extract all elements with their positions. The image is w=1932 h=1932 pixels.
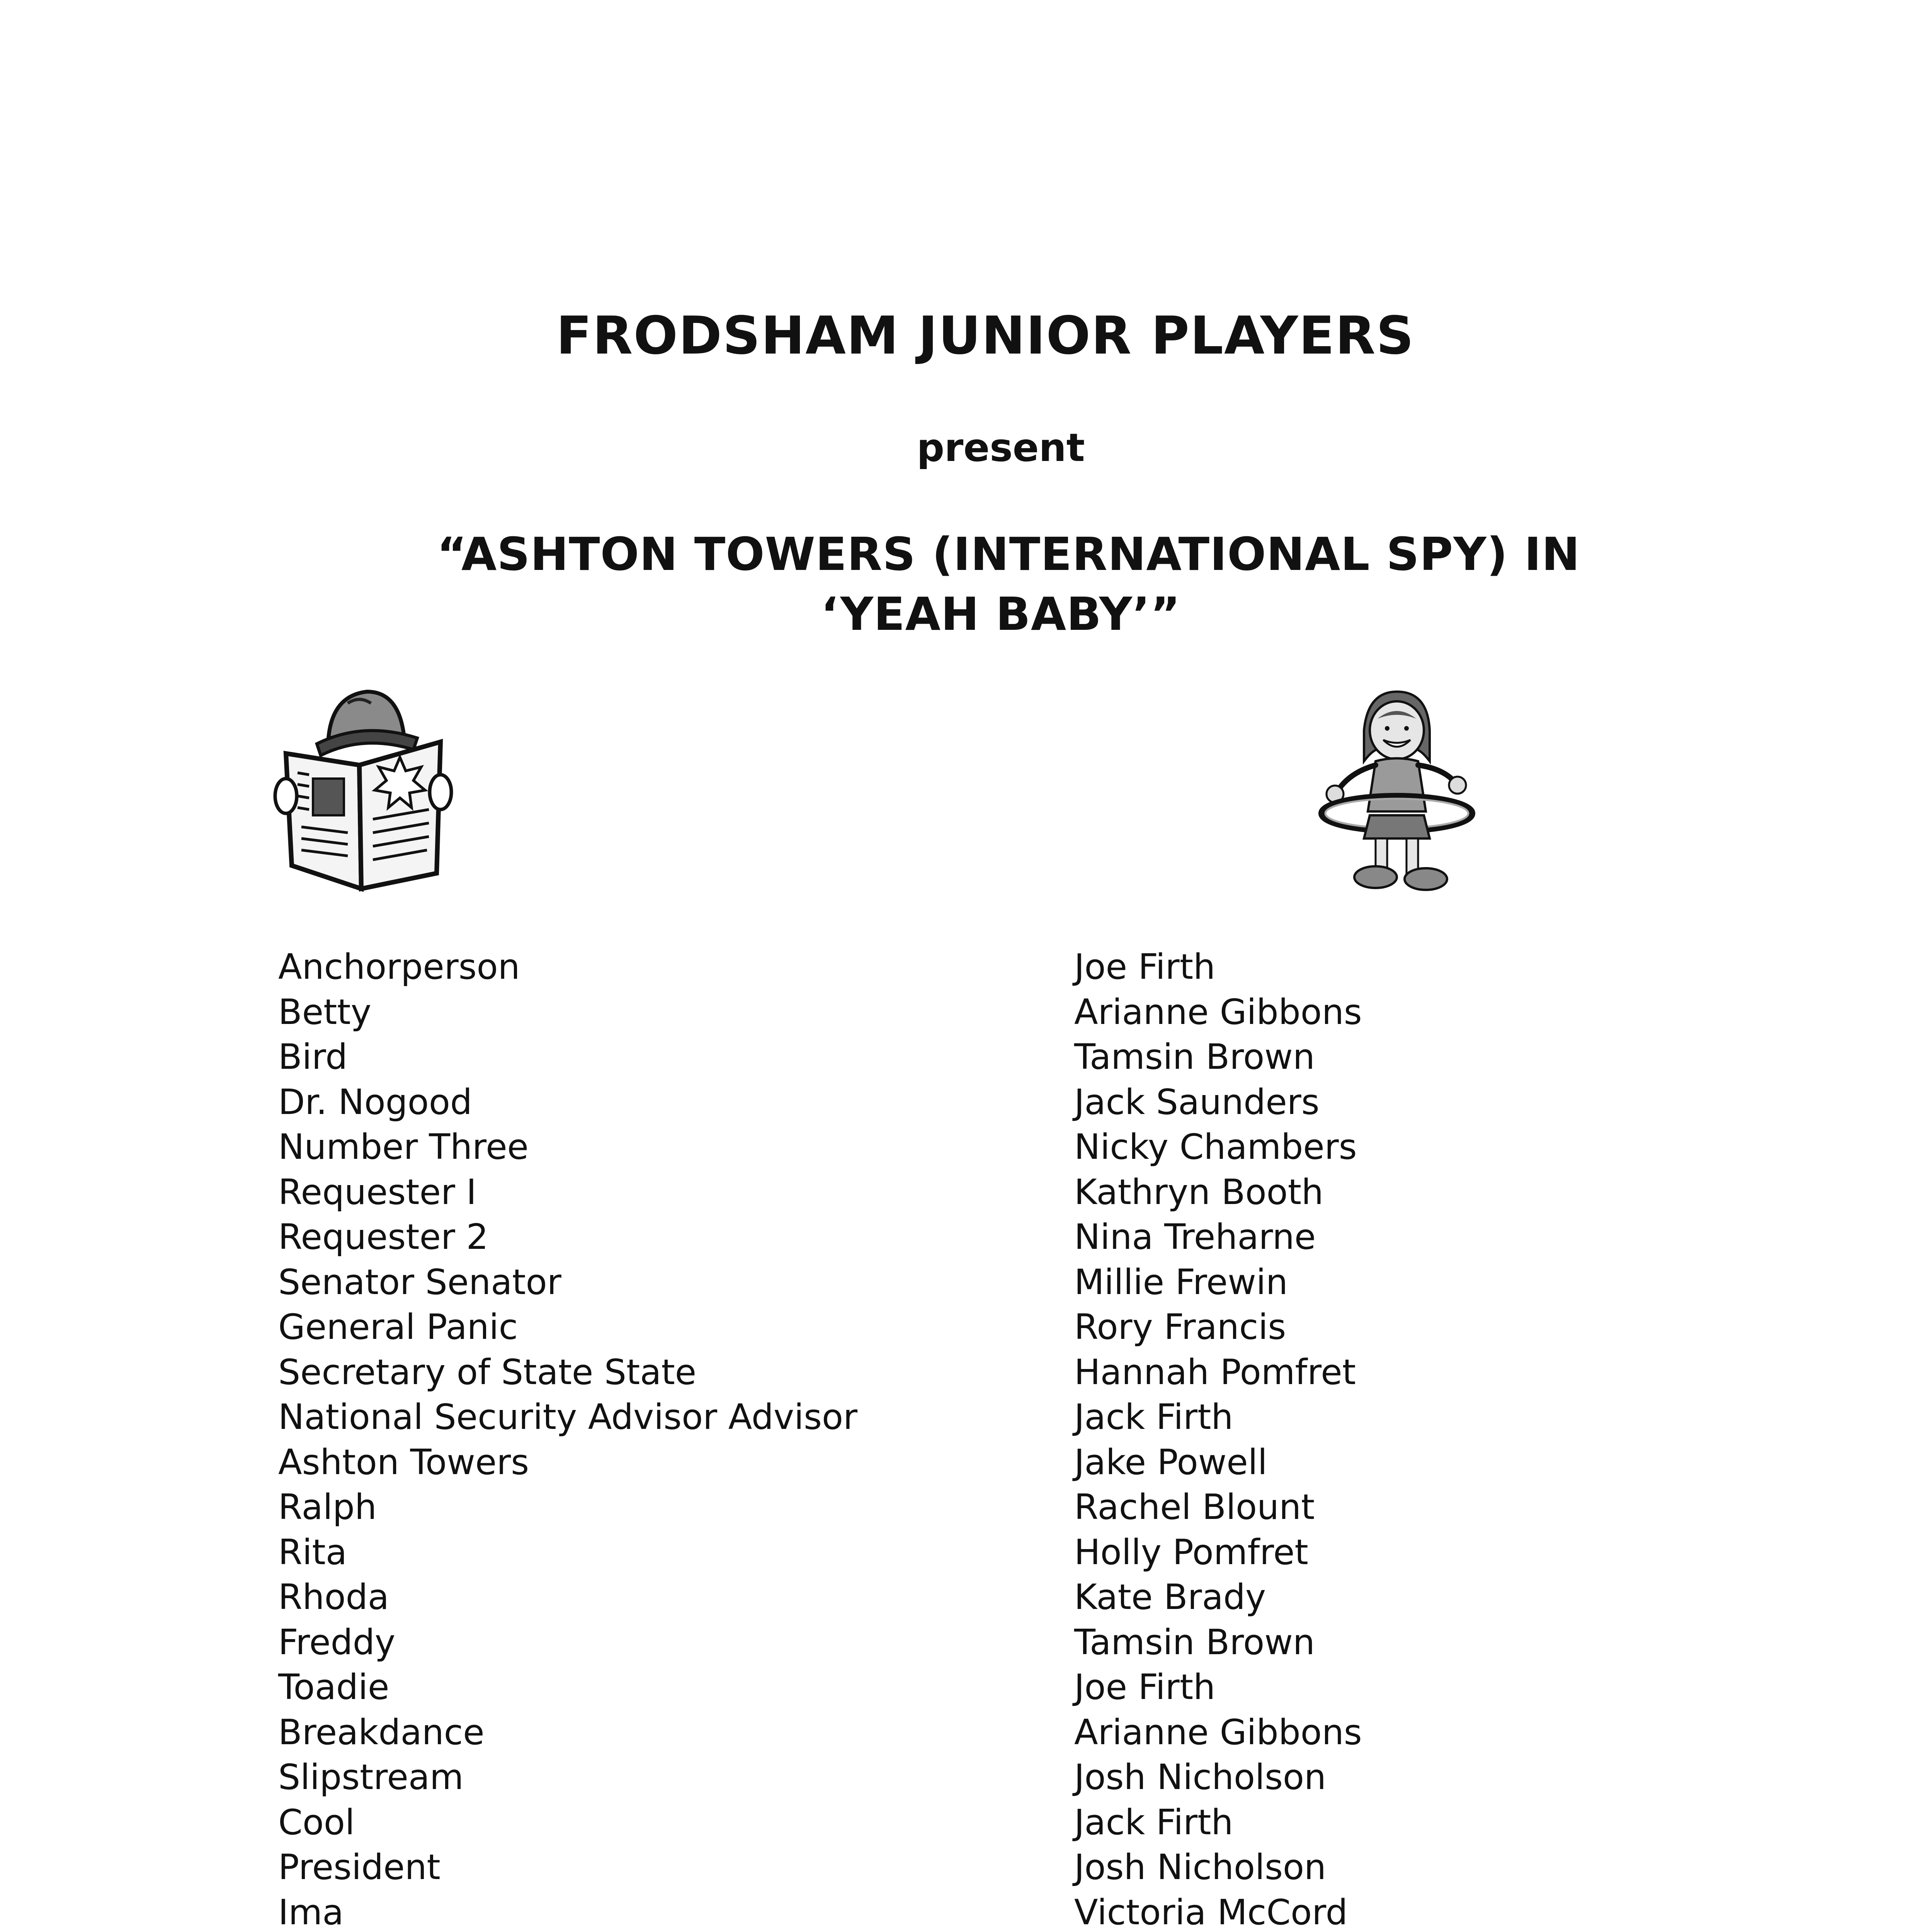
cast-actor: Nicky Chambers <box>1074 1127 1357 1167</box>
cast-role: Requester 2 <box>278 1217 488 1257</box>
newspaper-reader-clipart <box>270 680 456 896</box>
cast-role: President <box>278 1847 440 1888</box>
cast-role: Rita <box>278 1532 347 1573</box>
cast-role: Rhoda <box>278 1577 389 1617</box>
cast-actor: Arianne Gibbons <box>1074 1712 1362 1753</box>
cast-role: Senator Senator <box>278 1262 561 1303</box>
cast-actor: Jack Firth <box>1074 1397 1233 1437</box>
cast-actors-column <box>1074 945 1577 1932</box>
play-title-line-2: ‘YEAH BABY’” <box>821 587 1181 641</box>
cast-actor: Holly Pomfret <box>1074 1532 1308 1573</box>
present-line: present <box>917 425 1085 470</box>
cast-actor: Kathryn Booth <box>1074 1172 1324 1213</box>
cast-actor: Rory Francis <box>1074 1307 1286 1347</box>
cast-actor: Hannah Pomfret <box>1074 1352 1356 1393</box>
cast-role: Betty <box>278 992 371 1032</box>
cast-role: General Panic <box>278 1307 518 1347</box>
cast-actor: Jack Firth <box>1074 1802 1233 1843</box>
cast-actor: Kate Brady <box>1074 1577 1266 1617</box>
cast-role: Ima <box>278 1892 344 1932</box>
cast-role: Breakdance <box>278 1712 485 1753</box>
cast-role: Anchorperson <box>278 947 520 987</box>
play-title-line-1: “ASHTON TOWERS (INTERNATIONAL SPY) IN <box>437 527 1580 581</box>
cast-actor: Jack Saunders <box>1074 1082 1320 1122</box>
cast-actor: Millie Frewin <box>1074 1262 1288 1303</box>
cast-roles-column <box>278 945 857 1932</box>
cast-role: Ralph <box>278 1487 377 1527</box>
cast-actor: Rachel Blount <box>1074 1487 1315 1527</box>
cast-actor: Tamsin Brown <box>1074 1037 1315 1077</box>
girl-with-hula-hoop-clipart <box>1314 688 1476 896</box>
cast-actor: Joe Firth <box>1074 947 1216 987</box>
cast-role: Requester I <box>278 1172 477 1213</box>
cast-actor: Nina Treharne <box>1074 1217 1316 1257</box>
cast-actor: Arianne Gibbons <box>1074 992 1362 1032</box>
cast-actor: Jake Powell <box>1074 1442 1267 1483</box>
cast-actor: Josh Nicholson <box>1074 1757 1327 1798</box>
organisation-heading: FRODSHAM JUNIOR PLAYERS <box>556 305 1415 366</box>
cast-role: Ashton Towers <box>278 1442 529 1483</box>
cast-role: Secretary of State State <box>278 1352 697 1393</box>
cast-actor: Josh Nicholson <box>1074 1847 1327 1888</box>
cast-role: Freddy <box>278 1622 396 1663</box>
cast-actor: Tamsin Brown <box>1074 1622 1315 1663</box>
cast-role: Cool <box>278 1802 355 1843</box>
cast-role: Toadie <box>278 1667 389 1708</box>
cast-role: Number Three <box>278 1127 529 1167</box>
cast-role: Slipstream <box>278 1757 464 1798</box>
cast-role: Dr. Nogood <box>278 1082 473 1122</box>
cast-role: Bird <box>278 1037 348 1077</box>
cast-role: National Security Advisor Advisor <box>278 1397 858 1437</box>
cast-actor: Joe Firth <box>1074 1667 1216 1708</box>
cast-actor: Victoria McCord <box>1074 1892 1348 1932</box>
